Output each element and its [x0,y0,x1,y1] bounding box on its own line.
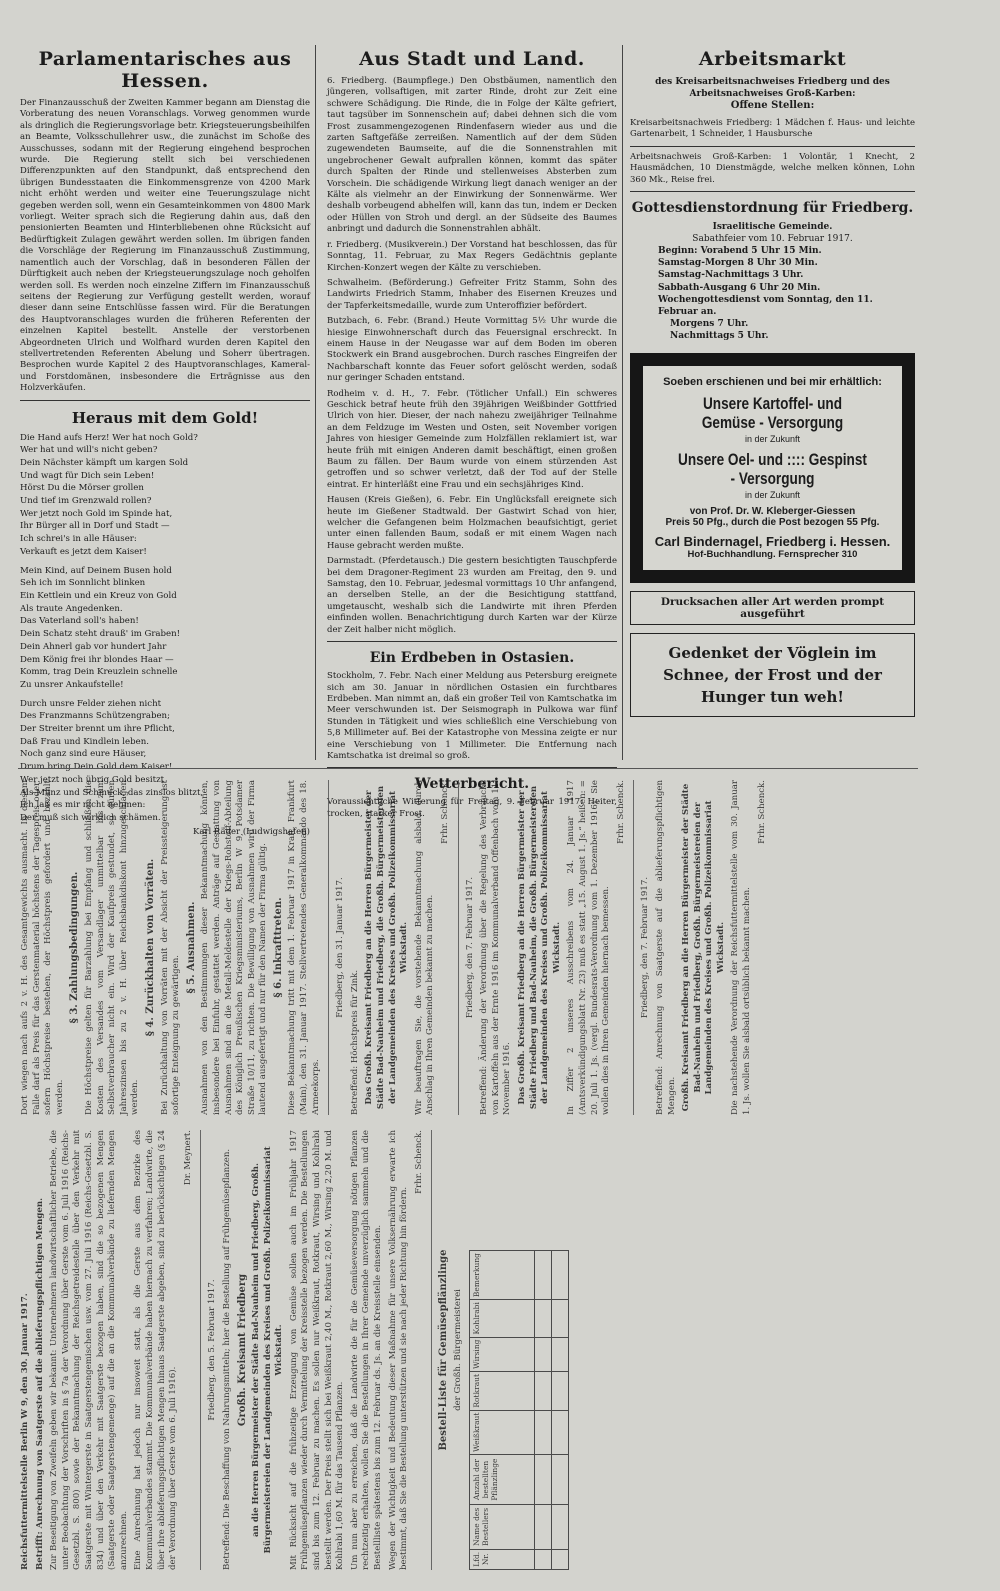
ad-phone: Hof-Buchhandlung. Fernsprecher 310 [687,548,858,560]
notice-text: Eine Anrechnung hat jedoch nur insoweit statt, als die Gerste aus dem Bezirke des Kommunalverbandes stammt. Die Kommunalverbände haben hiernach zu verfahren; Landwirte, die über ihre ablieferungspflichtigen Mengen hinaus Saatgerste abgeben, sind zu berücksichtigen (§ 24 der Verordnung über Gerste vom 6. Juli 1916). [133,1130,179,1570]
news-friedberg-trees: 6. Friedberg. (Baumpflege.) Den Obstbäumen, namentlich den jüngeren, vollsaftigen, mit zarter Rinde, droht zur Zeit eine schwere Schädigung. Die Rinde, die in Folge der Kälte gefriert, taut tagsüber im Sonnenschein auf; dabei dehnen sich die vom Frost zusammengezogenen Rindenfasern wieder aus und die zarten Saftgefäße zerreißen. Namentlich auf der dem Süden zugewendeten Baumseite, auf die die Sonnenstrahlen mit ungebrochener Gewalt aufprallen können, kommt das später durch Spalten der Rinde und stellenweises Absterben zum Vorschein. Die schädigende Wirkung liegt danach weniger an der Kälte als vielmehr an der Einwirkung der Sonnenwärme. Wer deshalb vorbeugend abhelfen will, kann das tun, indem er Decken oder Hüllen von Stroh und dergl. an der Südseite des Baumes anbringt und dadurch die Sonnenstrahlen abhält. [327,76,617,235]
notice-text: Wegen der Wichtigkeit und Bedeutung dieser Maßnahme für unsere Volksernährung erwarte ich bestimmt, daß Sie die Bestellung unterstützen und sie nach jeder Richtung hin fördern. [387,1130,410,1570]
poem-line: Daß Frau und Kindlein leben. [20,736,149,747]
section-heading: § 3. Zahlungsbedingungen. [69,871,81,1024]
column-header: Anzahl der bestellten Pflänzlinge [469,1455,534,1505]
news-butzbach: Butzbach, 6. Febr. (Brand.) Heute Vormittag 5½ Uhr wurde die hiesige Einwohnerschaft durch das Feuersignal erschreckt. In einem Hause in der Neugasse war auf dem Boden im oberen Stockwerk ein Brand ausgebrochen. Durch rasches Eingreifen der Nachbarschaft konnte das Feuer sofort gelöscht werden, sodaß nur geringer Schaden entstand. [327,316,617,384]
poem-line: Als Münz und Schmuck, das zinslos blitzt, [20,787,204,798]
open-positions-label: Offene Stellen: [730,100,815,111]
notice-text: Die nachstehende Verordnung der Reichsfuttermittelstelle vom 30. Januar 1. Js. wollen Sie alsbald ortsüblich bekannt machen. [730,780,753,1115]
ad-price: Preis 50 Pfg., durch die Post bezogen 55 Pfg. [665,516,880,528]
parliament-text: Der Finanzausschuß der Zweiten Kammer begann am Dienstag die Vorberatung des neuen Voranschlags. Vorweg genommen wurde als dringlich die Regierungsvorlage betr. Kriegsteuerungsbeihilfen an Beamte, Volksschullehrer usw., die zunächst im Schoße des Ausschusses, sodann mit der Regierung eingehend besprochen wurde. Die Regierung stellt sich bei verschiedenen Differenzpunkten auf den Standpunkt, daß entsprechend den übrigen Bundesstaaten die Einkommensgrenze von 4200 Mark nicht erhöht werden und weiter eine Teuerungszulage nicht gegeben werden soll, wenn ein Gesamteinkommen von 4800 Mark vorliegt. Weiter sprach sich die Regierung dahin aus, daß den pensionierten Beamten und Hinterbliebenen ohne Rücksicht auf Bedürftigkeit Zulagen gewährt werden sollen. Im übrigen fanden die Vorschläge der Regierung im Finanzausschuß Zustimmung, namentlich auch der Vorschlag, daß in besonderen Fällen der Dürftigkeit auch neben der Kriegsteuerungszulage noch geholfen werden soll. Es werden noch einzelne Ziffern im Finanzausschuß seitens der Regierung zur Verfügung gestellt werden, worauf dieser dann seine Entschlüsse fassen wird. Für die Beratungen des Hauptvoranschlages wurden die früheren Referenten der einzelnen Kapitel bestellt. Anstelle der verstorbenen Abgeordneten Ulrich und Wolfhard wurden deren Kapitel den stellvertretenden Referenten Abelung und Soherr übertragen. Besprochen wurde Kapitel 2 des Hauptvoranschlages, Kameral- und Forstdomänen, insbesondere die Erträgnisse aus den Holzverkäufen. [20,98,310,394]
notice-header: Friedberg, den 7. Februar 1917. [640,876,651,1019]
page-divider [18,768,918,769]
advertisement-body [643,366,902,570]
section-heading: § 6. Inkrafttreten. [272,897,284,998]
order-list-subtitle: der Großh. Bürgermeisterei [453,1289,463,1411]
notice-text: Die Höchstpreise gelten für Barzahlung bei Empfang und schließen die Kosten des Versandes vom Versandlager unmittelbar bis zum Selbstverbraucher nicht ein. Wird der Kaufpreis gestundet, so dürfen Jahreszinsen bis zu 2 v. H. über Reichsbankdiskont hinzugeschlagen werden. [83,780,141,1115]
notice-subject: Betreffend: Änderung der Verordnung über die Regelung des Verbrauchs von Kartoffeln aus der Ernte 1916 im Kommunalverband Offenbach vom 11. November 1916. [479,780,513,1115]
poem-line: Ich schrei's in alle Häuser: [20,534,137,545]
service-line: Wochengottesdienst vom Sonntag, den 11. Februar an. [658,294,873,318]
notice-text: Wir beauftragen Sie, die vorstehende Bekanntmachung alsbald durch Anschlag in Ihren Gemeinden bekannt zu machen. [413,780,436,1115]
column-header: Lfd. Nr. [469,1549,534,1569]
news-darmstadt: Darmstadt. (Pferdetausch.) Die gestern besichtigten Tauschpferde bei dem Dragoner-Regiment 23 wurden am Freitag, den 9. und Samstag, den 10. Februar, jedesmal vormittags 10 Uhr anfangend, an derselben Stelle, an der die Besichtigung stattfand, umgetauscht, weshalb sich die Landwirte mit ihren Pferden einfinden wollen. Benachrichtigung durch Karten war der Kürze der Zeit halber nicht möglich. [327,556,617,635]
poem-line: Und tief im Grenzwald rollen? [20,496,152,507]
poem-line: Zu unsrer Ankaufstelle! [20,679,124,690]
poem-line: Dein Schatz steht drauß' im Graben! [20,629,181,640]
service-congregation: Israelitische Gemeinde. [712,222,833,233]
ad-book-title: Unsere Oel- und :::: Gespinst - Versorgung [678,449,867,488]
divider [328,780,329,1115]
notice-subject: Betreffend: Anrechnung von Saatgerste auf die ablieferungspflichtigen Mengen. [654,780,677,1115]
service-line: Sabbath-Ausgang 6 Uhr 20 Min. [658,282,821,293]
table-row [534,1251,551,1570]
service-line: Nachmittags 5 Uhr. [670,331,769,342]
column-parliament [20,40,310,837]
notice-recipient: Das Großh. Kreisamt Friedberg an die Herren Bürgermeister der Städte Friedberg und Bad-Nauheim, die Großh. Bürgermeistereien der Landgemeinden des Kreises und Großh. Polizeikommissariat Wickstadt. [516,785,562,1110]
poem-title: Heraus mit dem Gold! [71,408,259,427]
poem-line: Seh ich im Sonnlicht blinken [20,578,146,589]
labor-market-title: Arbeitsmarkt [698,48,847,70]
notice-sender: Großh. Kreisamt Friedberg [236,1273,248,1427]
notice-signature: Dr. Meynert. [182,1130,193,1186]
section-heading: § 4. Zurückhalten von Vorräten. [144,858,156,1037]
poem-line: Als traute Angedenken. [20,603,123,614]
column-rule [315,45,316,760]
earthquake-text: Stockholm, 7. Febr. Nach einer Meldung aus Petersburg ereignete sich am 30. Januar in nördlichen Ostasien ein furchtbares Erdbeben. Man nimmt an, daß ein großer Teil von Kamtschatka im Meer verschwunden ist. Der Seismograph in Pulkowa war fünf Stunden in Tätigkeit und wies schließlich eine Verschiebung von 5,8 Millimeter auf. Bei der Katastrophe von Messina zeigte er nur eine Verschiebung von 1 Millimeter. Die Entfernung nach Kamtschatka ist dreimal so groß. [327,671,617,761]
poem-line: Und wagt für Dich sein Leben! [20,470,155,481]
column-header: Rotkraut [469,1371,534,1410]
poem-line: Ein Kettlein und ein Kreuz von Gold [20,591,177,601]
notice-subject: Betreffend: Höchstpreis für Zink. [349,969,360,1115]
notice-recipient: Großh. Kreisamt Friedberg an die Herren Bürgermeister der Städte Bad-Nauheim und Friedberg, Großh. Bürgermeistereien der Landgemeinden des Kreises und Großh. Polizeikommissariat Wickstadt. [681,783,726,1112]
poem-line: Ich laß es mir nicht nehmen: [20,800,146,811]
poem-line: Dem König frei ihr blondes Haar — [20,654,174,665]
notice-signature: Frhr. Schenck. [756,780,767,844]
divider [431,1130,432,1570]
column-header: Name des Bestellers [469,1505,534,1549]
bookshop-advertisement [630,353,915,583]
column-labor-market [630,40,915,717]
poem-line: Wer jetzt noch übrig Gold besitzt [20,774,165,785]
earthquake-title: Ein Erdbeben in Ostasien. [369,650,575,667]
weather-title: Wetterbericht. [414,776,530,793]
service-line: Morgens 7 Uhr. [670,319,749,330]
ad-note: in der Zukunft [744,489,801,500]
ad-firm: Carl Bindernagel, Friedberg i. Hessen. [654,533,891,549]
service-line: Sabathfeier vom 10. Februar 1917. [692,234,853,245]
column-rule [622,45,623,760]
divider [327,641,617,642]
news-schwalheim: Schwalheim. (Beförderung.) Gefreiter Fritz Stamm, Sohn des Landwirts Friedrich Stamm, Inhaber des Eisernen Kreuzes und der Tapferkeitsmedaille, wurde zum Unteroffizier befördert. [327,277,617,311]
notice-text: Ausnahmen von den Bestimmungen dieser Bekanntmachung können, insbesondere bei Einfuhr, gestattet werden. Anträge auf Gestattung von Ausnahmen sind an die Metall-Meldestelle der Kriegs-Rohstoff-Abteilung des Königlich Preußischen Kriegsministeriums, Berlin W 9, Potsdamer Straße 10/11, zu richten. Die Bewilligung von Ausnahmen wird der Firma lautend ausgefertigt und nur für den Namen der Firma gültig. [200,780,269,1115]
notice-text: Diese Bekanntmachung tritt mit dem 1. Februar 1917 in Kraft. Frankfurt (Main), den 31. Januar 1917. Stellvertretendes Generalkommando des 18. Armeekorps. [287,780,321,1115]
divider [630,146,915,147]
poem [20,432,310,825]
notice-text: Bei Zurückhaltung von Vorräten mit der Absicht der Preissteigerung ist sofortige Enteignung zu gewärtigen. [159,780,182,1115]
notice-text: Dort wiegen nach aufs 2 v. H. des Gesamtgewichts ausmacht. In diesem Falle darf als Preis für das Gerstenmaterial höchstens der Tagespreis oder, sofern Höchstpreise bestehen, der Höchstpreis gefordert und bezahlt werden. [20,780,65,1115]
notice-subject: Betrifft: Anrechnung von Saatgerste auf die ablieferungspflichtigen Mengen. [34,1197,45,1570]
notice-text: Um nun aber zu erreichen, daß die Landwirte die für die Gemüseversorgung nötigen Pflanzen rechtzeitig erhalten, wollen Sie die Bestellungen in Ihrer Gemeinde unverzüglich sammeln und die Bestellliste spätestens bis zum 12. Februar ds. Js. an die Kreisstelle einsenden. [349,1130,384,1570]
notices-column-b [20,780,920,1115]
weather-text: Voraussichtliche Witterung für Freitag, 9. Februar 1917: Heiter, trocken, starker Frost. [327,797,617,819]
notice-text: In Ziffer 2 unseres Ausschreibens vom 24. Januar 1917 (Amtsverkündigungsblatt Nr. 23) muß es statt „15. August 1. Js.“ heißen: = 20. Juli 1. Js. (vergl. Bundesrats-Verordnung vom 1. Dezember 1916). Sie wollen dies in Ihren Gemeinden hiernach bemessen. [566,780,612,1115]
service-line: Samstag-Nachmittags 3 Uhr. [658,270,804,281]
poem-line: Noch ganz sind eure Häuser, [20,749,147,760]
poem-line: Dein Nächster kämpft um kargen Sold [20,457,189,468]
divider [200,1130,201,1570]
poem-line: Das Vaterland soll's haben! [20,616,139,627]
divider [630,191,915,192]
notice-signature: Frhr. Schenck. [615,780,626,844]
notice-header: Friedberg, den 5. Februar 1917. [207,1279,218,1421]
notice-signature: Frhr. Schenck. [413,1130,424,1194]
service-line: Samstag-Morgen 8 Uhr 30 Min. [658,258,818,269]
divider [20,400,310,401]
divider [633,780,634,1115]
ad-book-title: Unsere Kartoffel- und Gemüse - Versorgung [701,393,844,432]
notice-text: Zur Beseitigung von Zweifeln geben wir bekannt: Unternehmern landwirtschaftlicher Betriebe, die unter Beobachtung der Vorschriften in § 7a der Verordnung über Gerste vom 6. Juli 1916 (Reichs-Gesetzbl. S. 800) sowie der Bekanntmachung der Reichsgetreidestelle über den Verkehr mit Saatgerste mit Wintergerste in Saatgerstengemischen usw. vom 27. Juli 1916 (Reichs-Gesetzbl. S. 834) und über den Verkehr mit Saatgerste bezogen haben, sind die so bezogenen Mengen (Saatgerste oder Saatgerstengemenge) auf die an die Kommunalverbände zu liefernden Mengen anzurechnen. [49,1130,129,1570]
ad-headline: Soeben erschienen und bei mir erhältlich: [663,375,882,388]
notice-header: Friedberg, den 31. Januar 1917. [335,877,346,1018]
notice-signature: Frhr. Schenck. [440,780,450,844]
official-notices-rotated [20,780,920,1570]
poem-line: Durch unsre Felder ziehen nicht [20,698,162,709]
poem-line: Wer jetzt noch Gold im Spinde hat, [20,508,173,519]
jobs-gross-karben: Arbeitsnachweis Groß-Karben: 1 Volontär, 1 Knecht, 2 Hausmädchen, 10 Dienstmägde, welche melken können, Lohn 360 Mk., Reise frei. [630,151,915,185]
poem-line: Die Hand aufs Herz! Wer hat noch Gold? [20,432,198,443]
poem-line: Drum bring Dein Gold dem Kaiser! [20,762,173,773]
poem-line: Wer hat und will's nicht geben? [20,445,158,456]
jobs-friedberg: Kreisarbeitsnachweis Friedberg: 1 Mädchen f. Haus- und leichte Gartenarbeit, 1 Schneider, 1 Hausbursche [630,118,915,140]
official-notices [20,780,920,1570]
service-line: Beginn: Vorabend 5 Uhr 15 Min. [658,246,822,257]
divider [458,780,459,1115]
column-header: Bemerkung [469,1251,534,1300]
notice-header: Friedberg, den 7. Februar 1917. [464,876,475,1019]
news-hausen: Hausen (Kreis Gießen), 6. Febr. Ein Unglücksfall ereignete sich heute im Gießener Stadtwald. Der Gastwirt Schad von hier, welcher die Gefangenen beim Holzmachen beaufsichtigt, geriet unter einen fallenden Baum, sodaß er mit einem Wagen nach Hause gebracht werden mußte. [327,495,617,551]
poem-line: Mein Kind, auf Deinem Busen hold [20,565,172,576]
service-order-title: Gottesdienstordnung für Friedberg. [631,200,914,217]
order-list-title: Bestell-Liste für Gemüsepflänzlinge [438,1249,450,1451]
notice-recipient: an die Herren Bürgermeister der Städte Bad-Nauheim und Friedberg, Großh. Bürgermeistereien der Landgemeinden des Kreises und Großh. Polizeikommissariat Wickstadt. [251,1146,285,1554]
labor-market-subtitle: des Kreisarbeitsnachweises Friedberg und des Arbeitsnachweises Groß-Karben: [655,77,890,99]
section-heading: § 5. Ausnahmen. [185,901,197,994]
column-header: Wirsing [469,1337,534,1371]
notice-recipient: Das Großh. Kreisamt Friedberg an die Herren Bürgermeister der Städte Bad-Nauheim und Friedberg, die Großh. Bürgermeistereien der Landgemeinden des Kreises und Großh. Polizeikommissariat Wickstadt. [364,785,410,1110]
print-notice: Drucksachen aller Art werden prompt ausgeführt [630,591,915,625]
poem-line: Des Franzmanns Schützengraben; [20,711,170,722]
poem-line: Der Streiter brennt um ihre Pflicht, [20,724,175,735]
poem-author: Karl Räder (Ludwigshafen) [193,826,310,837]
column-header: Kohlrabi [469,1300,534,1337]
birds-notice: Gedenket der Vöglein im Schnee, der Frost und der Hunger tun weh! [630,633,915,717]
ad-note: in der Zukunft [744,433,801,444]
poem-line: Verkauft es jetzt dem Kaiser! [20,546,147,557]
table-header-row [469,1251,534,1570]
ad-author: von Prof. Dr. W. Kleberger-Giessen [689,505,856,517]
notice-header: Reichsfuttermittelstelle Berlin W 9, den 30. Januar 1917. [20,1293,30,1570]
column-local-news [327,40,617,824]
poem-line: Dein Ahnerl gab vor hundert Jahr [20,641,167,652]
local-news-title: Aus Stadt und Land. [359,48,585,70]
column-header: Weißkraut [469,1410,534,1454]
poem-line: Hörst Du die Mörser grollen [20,483,144,494]
news-rodheim: Rodheim v. d. H., 7. Febr. (Tötlicher Unfall.) Ein schweres Geschick betraf heute früh den 39jährigen Weißbinder Gottfried Ulrich von hier. Dieser, der nach nahezu zweijähriger Teilnahme an dem Feldzuge im Westen und Osten, seit November vorigen Jahres von hiesiger Gemeinde zum Holzfällen reklamiert ist, war heute früh mit einigen Anderen damit beschäftigt, einen großen Baum zu fällen. Der Baum wurde von einem stürzenden Ast getroffen und so schwer verletzt, daß der Tod auf der Stelle eintrat. Er hinterläßt eine Frau und ein sechsjähriges Kind. [327,388,617,490]
poem-line: Komm, trag Dein Kreuzlein schnelle [20,667,178,678]
order-list-table [469,1250,569,1570]
poem-line: Ihr Bürger all in Dorf und Stadt — [20,521,170,532]
parliament-title: Parlamentarisches aus Hessen. [38,48,292,92]
poem-line: Der muß sich wirklich schämen. [20,812,161,823]
notices-column-a [20,1130,920,1570]
notice-subject: Betreffend: Die Beschaffung von Nahrungsmitteln; hier die Bestellung auf Frühgemüsepflanzen. [221,1148,232,1570]
table-row [551,1251,568,1570]
notice-text: Mit Rücksicht auf die frühzeitige Erzeugung von Gemüse sollen auch im Frühjahr 1917 Frühgemüsepflanzen wieder durch Vermittelung der Kreisstelle bezogen werden. Die Bestellungen sind bis zum 12. Februar zu machen. Es sollen nur Weißkraut, Rotkraut, Wirsing und Kohlrabi bestellt werden. Der Preis stellt sich bei Weißkraut 2,40 M., Rotkraut 2,60 M., Wirsing 2,20 M. und Kohlrabi 1,60 M. für das Tausend Pflanzen. [288,1130,346,1570]
news-friedberg-music: r. Friedberg. (Musikverein.) Der Vorstand hat beschlossen, das für Sonntag, 11. Februar, zu Max Regers Gedächtnis geplante Kirchen-Konzert wegen der Kälte zu verschieben. [327,239,617,273]
